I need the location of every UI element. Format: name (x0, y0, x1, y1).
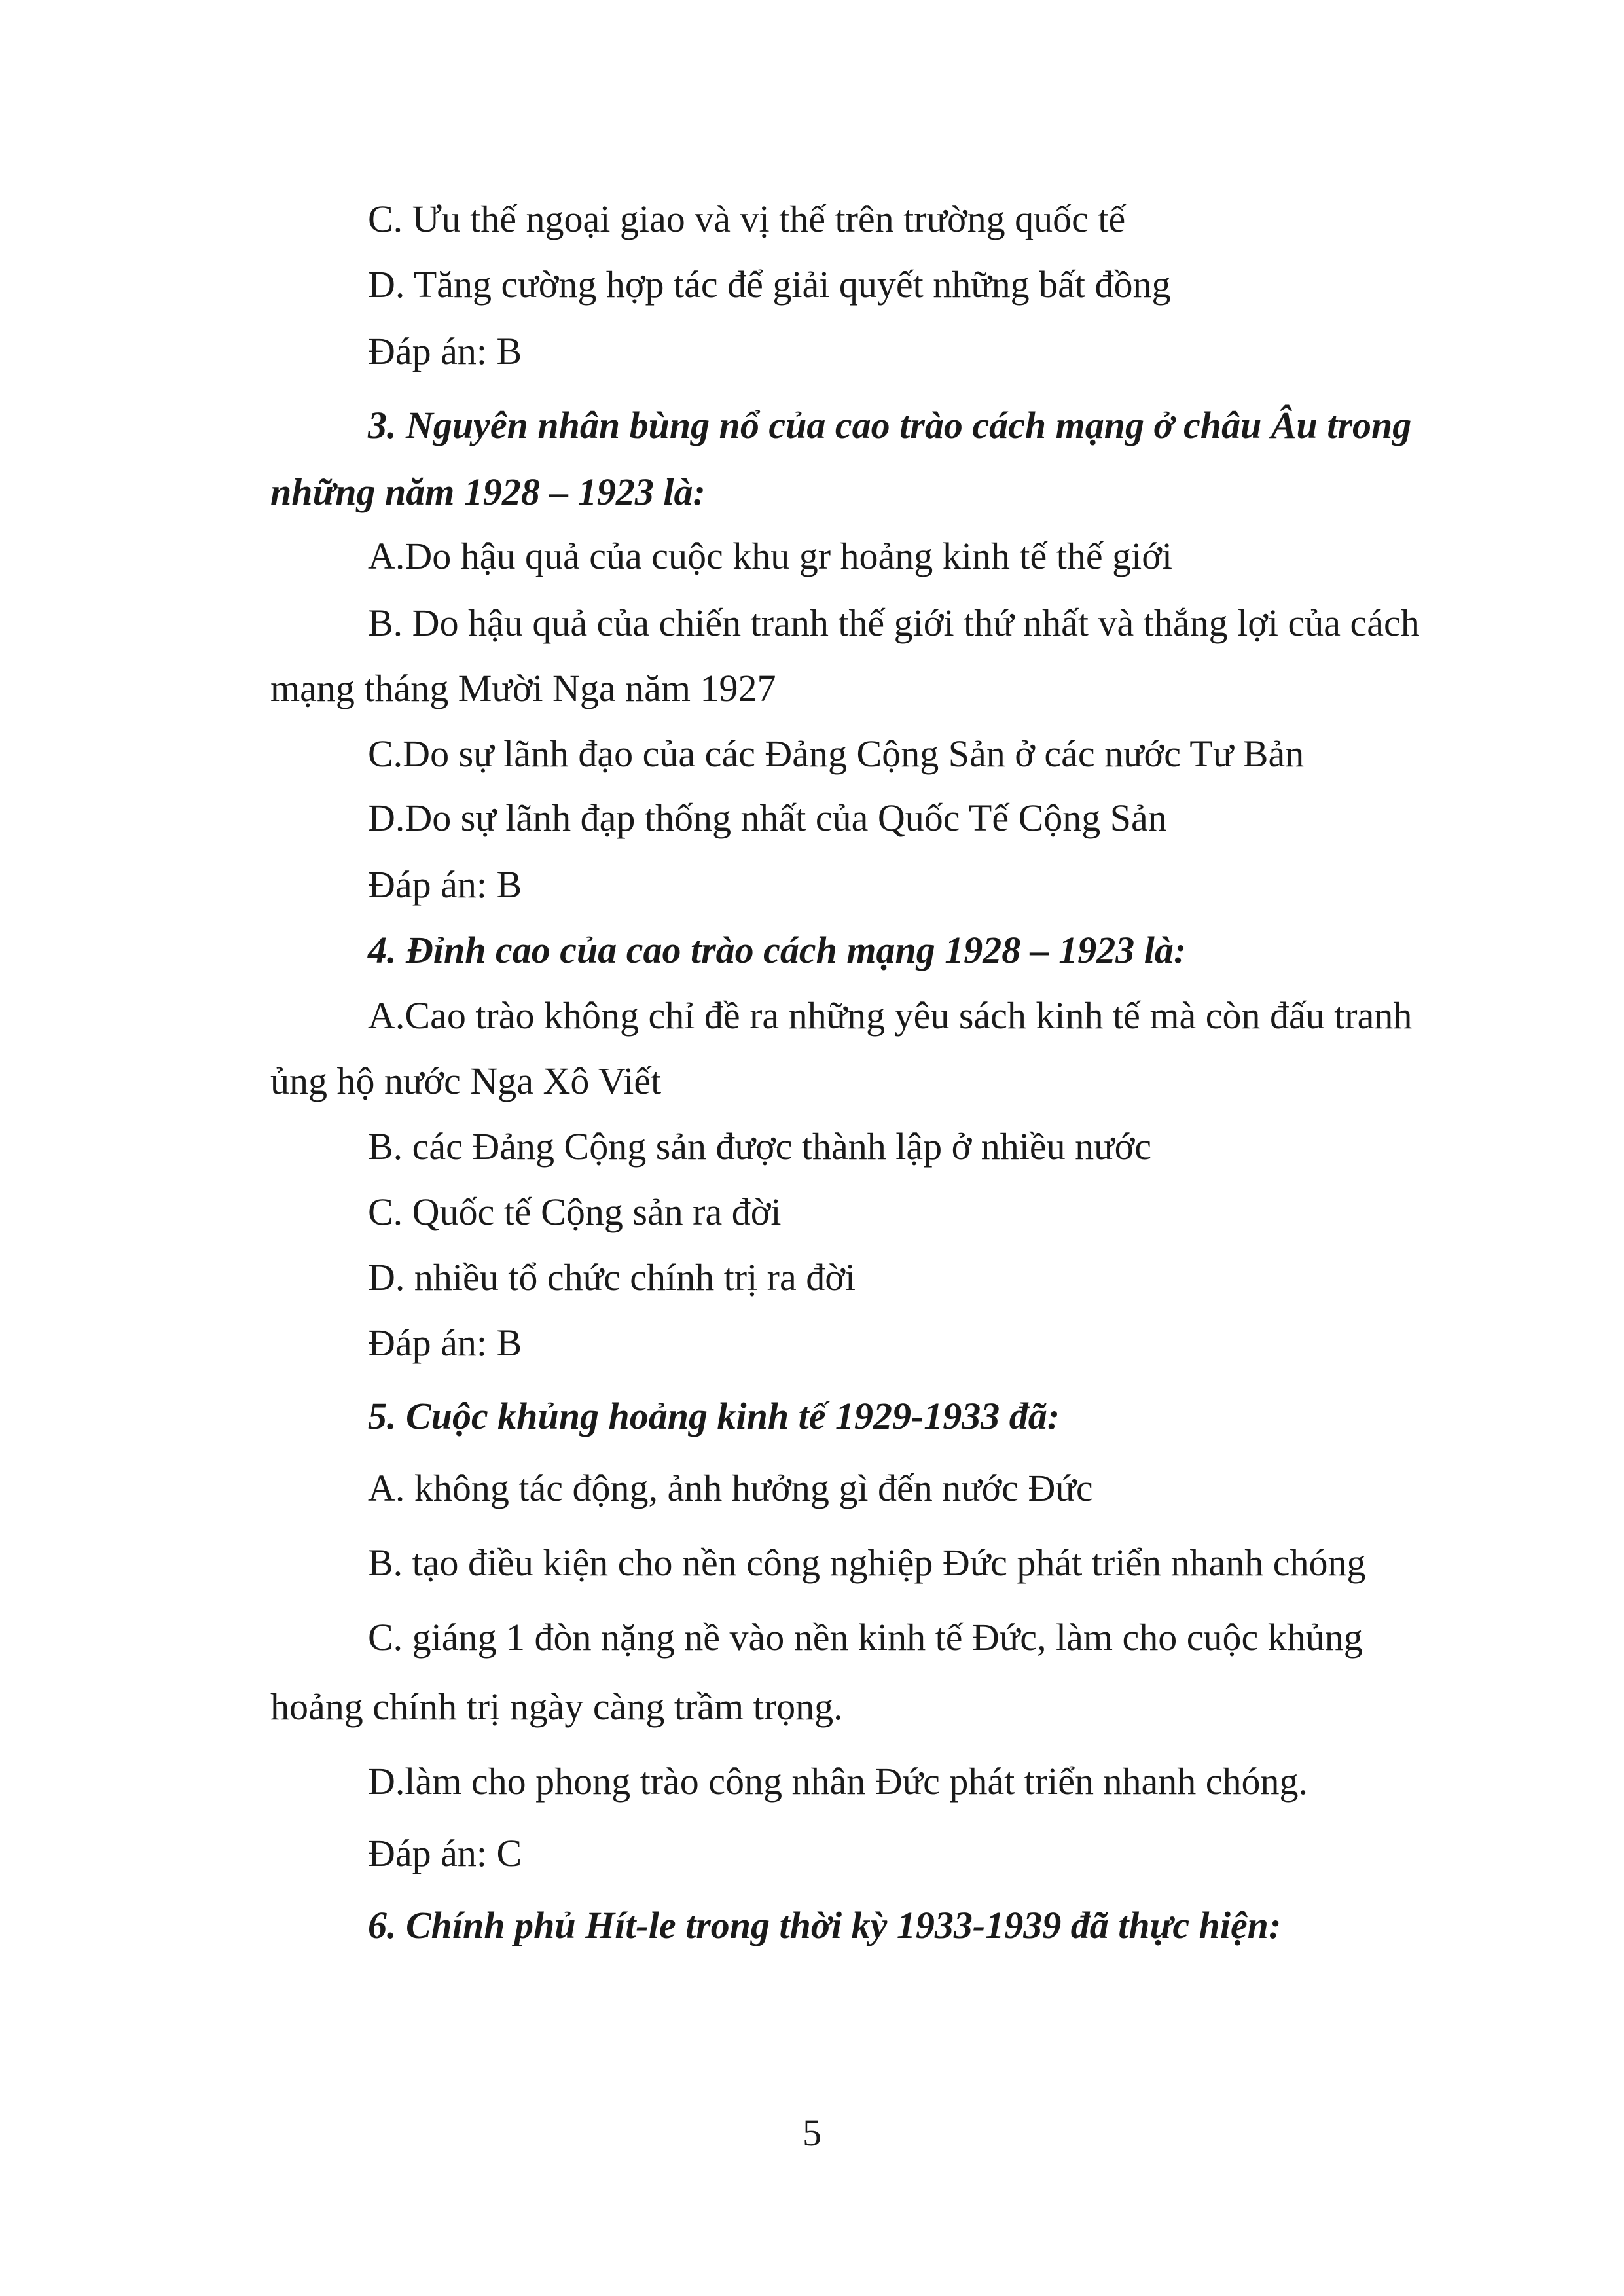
q4-option-a-line1: A.Cao trào không chỉ đề ra những yêu sách kinh tế mà còn đấu tranh (368, 994, 1413, 1037)
q5-option-c-line1: C. giáng 1 đòn nặng nề vào nền kinh tế Đức, làm cho cuộc khủng (368, 1616, 1363, 1659)
q2-option-d: D. Tăng cường hợp tác để giải quyết những bất đồng (368, 263, 1171, 306)
q4-option-a-line2: ủng hộ nước Nga Xô Viết (270, 1060, 662, 1102)
q3-option-b-line2: mạng tháng Mười Nga năm 1927 (270, 667, 776, 709)
q5-option-d: D.làm cho phong trào công nhân Đức phát triển nhanh chóng. (368, 1760, 1308, 1803)
q2-answer: Đáp án: B (368, 330, 522, 372)
q4-option-b: B. các Đảng Cộng sản được thành lập ở nhiều nước (368, 1125, 1151, 1168)
q3-option-d: D.Do sự lãnh đạp thống nhất của Quốc Tế Cộng Sản (368, 797, 1167, 839)
q4-option-c: C. Quốc tế Cộng sản ra đời (368, 1191, 782, 1233)
q5-option-a: A. không tác động, ảnh hưởng gì đến nước Đức (368, 1467, 1093, 1509)
q4-question: 4. Đỉnh cao của cao trào cách mạng 1928 – 1923 là: (368, 929, 1187, 971)
q3-question-line2: những năm 1928 – 1923 là: (270, 471, 706, 513)
q2-option-c: C. Ưu thế ngoại giao và vị thế trên trường quốc tế (368, 198, 1126, 240)
q5-option-b: B. tạo điều kiện cho nền công nghiệp Đức phát triển nhanh chóng (368, 1541, 1366, 1584)
q3-option-c: C.Do sự lãnh đạo của các Đảng Cộng Sản ở các nước Tư Bản (368, 732, 1305, 775)
q3-option-b-line1: B. Do hậu quả của chiến tranh thế giới thứ nhất và thắng lợi của cách (368, 601, 1420, 644)
q5-answer: Đáp án: C (368, 1832, 522, 1874)
q4-answer: Đáp án: B (368, 1321, 522, 1364)
q3-question-line1: 3. Nguyên nhân bùng nổ của cao trào cách mạng ở châu Âu trong (368, 404, 1412, 446)
q6-question: 6. Chính phủ Hít-le trong thời kỳ 1933-1939 đã thực hiện: (368, 1904, 1282, 1946)
page-number: 5 (803, 2111, 821, 2154)
q5-question: 5. Cuộc khủng hoảng kinh tế 1929-1933 đã: (368, 1395, 1060, 1437)
q4-option-d: D. nhiều tổ chức chính trị ra đời (368, 1256, 856, 1299)
q3-answer: Đáp án: B (368, 863, 522, 906)
q3-option-a: A.Do hậu quả của cuộc khu gr hoảng kinh tế thế giới (368, 535, 1173, 577)
q5-option-c-line2: hoảng chính trị ngày càng trầm trọng. (270, 1685, 843, 1728)
